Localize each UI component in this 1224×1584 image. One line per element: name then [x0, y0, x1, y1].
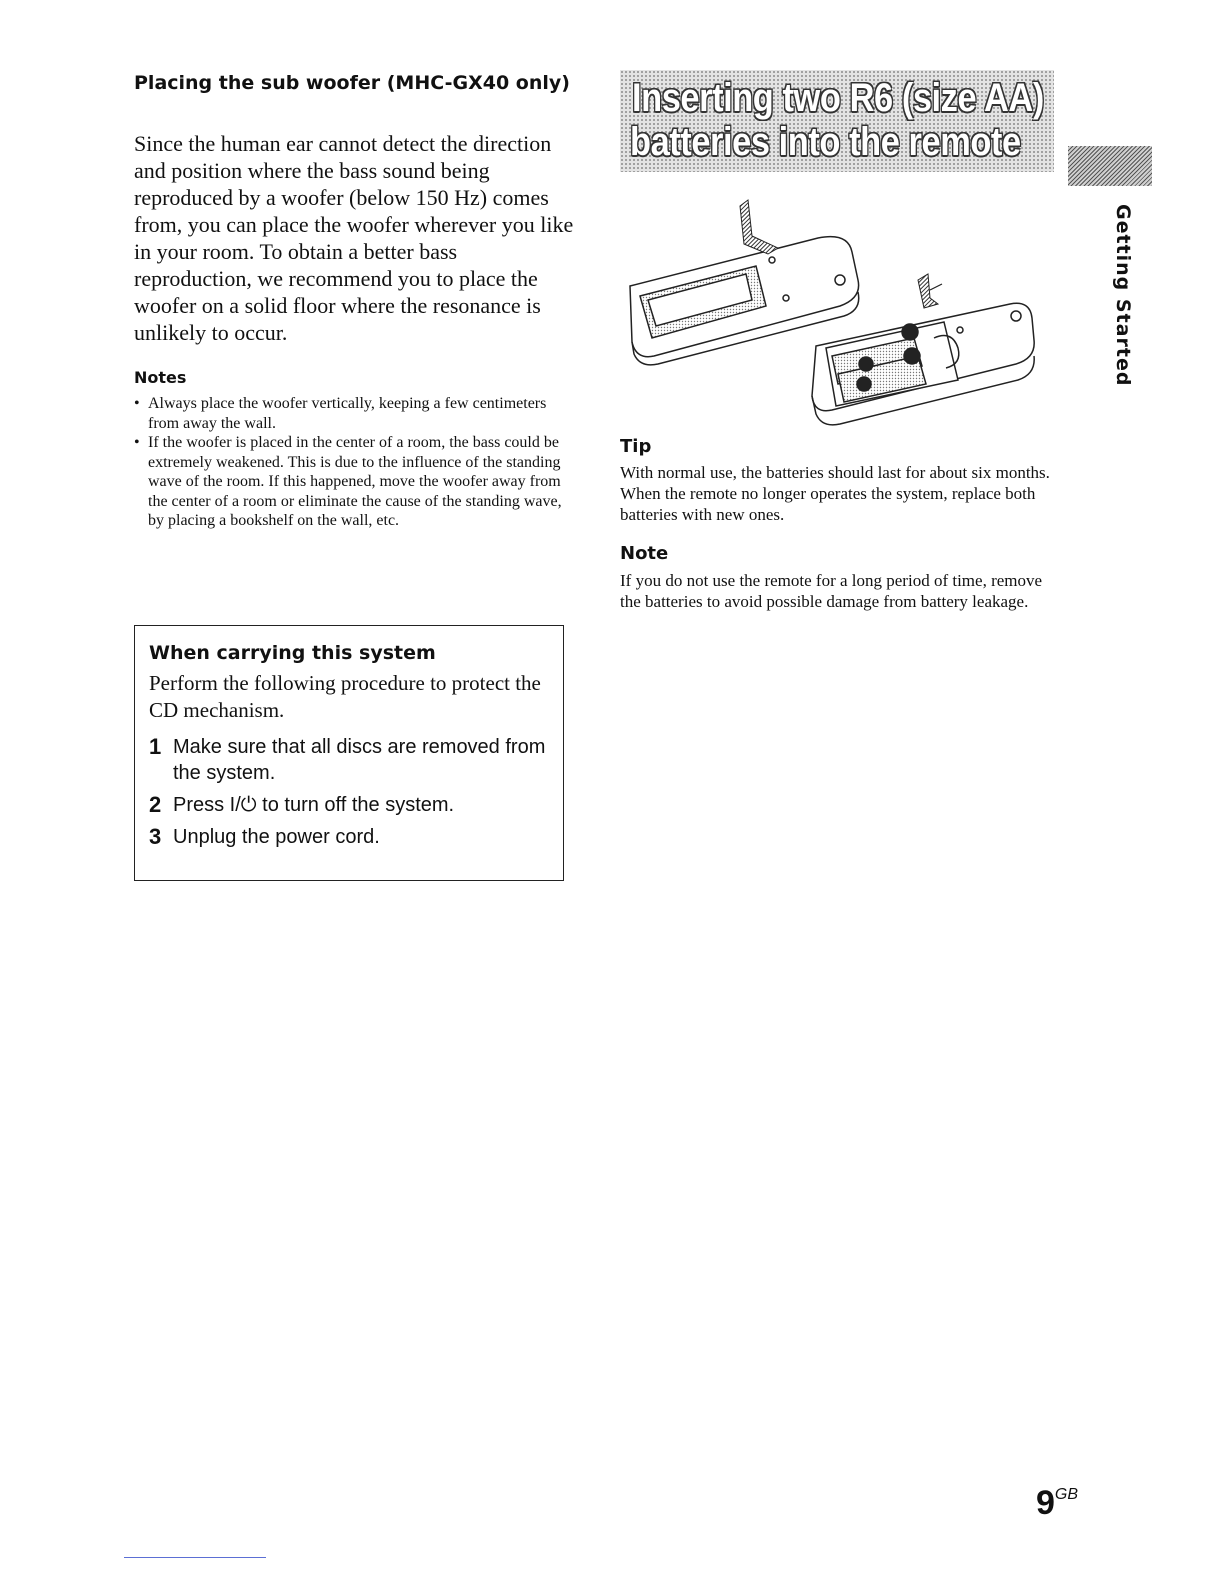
step-item — [149, 734, 549, 786]
step-number: 2 — [149, 792, 162, 817]
banner-title-line-2: batteries into the remote — [630, 120, 1021, 164]
carrying-intro: Perform the following procedure to protect the CD mechanism. — [149, 671, 541, 722]
sub-woofer-intro-paragraph: Since the human ear cannot detect the direction and position where the bass sound being reproduced by a woofer (below 150 Hz) comes from, you can place the woofer wherever you like in your room. To obtain a better bass reproduction, we recommend you to place the woofer on a solid floor where the resonance is unlikely to occur. — [134, 131, 574, 345]
page-number-suffix: GB — [1054, 1486, 1079, 1503]
note-text: If you do not use the remote for a long period of time, remove the batteries to avoid possible damage from battery leakage. — [620, 571, 1043, 611]
tip-text: With normal use, the batteries should last for about six months. When the remote no longer operates the system, replace both batteries with new ones. — [620, 463, 1050, 524]
step-text: Press I/⏻ to turn off the system. — [173, 794, 455, 816]
note-heading: Note — [620, 543, 669, 564]
note-item: • Always place the woofer vertically, keeping a few centimeters from away the wall. — [134, 394, 564, 433]
footer-rule — [124, 1557, 266, 1558]
banner-title-line-1: Inserting two R6 (size AA) — [632, 76, 1044, 120]
step-text: Make sure that all discs are removed from the system. — [173, 736, 546, 784]
section-heading-sub-woofer: Placing the sub woofer (MHC-GX40 only) — [134, 72, 570, 94]
carrying-system-box — [134, 625, 564, 881]
notes-list — [134, 394, 564, 531]
step-item — [149, 792, 549, 818]
page-number-value: 9 — [1036, 1484, 1055, 1522]
step-item — [149, 824, 549, 850]
notes-heading: Notes — [134, 368, 187, 387]
section-banner-batteries — [620, 70, 1054, 172]
remote-battery-insertion-icon — [618, 188, 1052, 438]
carrying-heading: When carrying this system — [149, 642, 436, 664]
chapter-tab-label: Getting Started — [1112, 204, 1134, 387]
step-number: 3 — [149, 824, 162, 849]
note-item: • If the woofer is placed in the center of a room, the bass could be extremely weakened. This is due to the influence of the standing wave of the room. If this happened, move the woofer away from the center of a room or eliminate the cause of the standing wave, by placing a bookshelf on the wall, etc. — [134, 433, 564, 531]
step-number: 1 — [149, 734, 162, 759]
step-text: Unplug the power cord. — [173, 826, 380, 848]
page-number — [1036, 1484, 1078, 1523]
tip-heading: Tip — [620, 436, 652, 457]
carrying-steps — [149, 734, 549, 850]
chapter-tab-marker — [1068, 146, 1152, 186]
